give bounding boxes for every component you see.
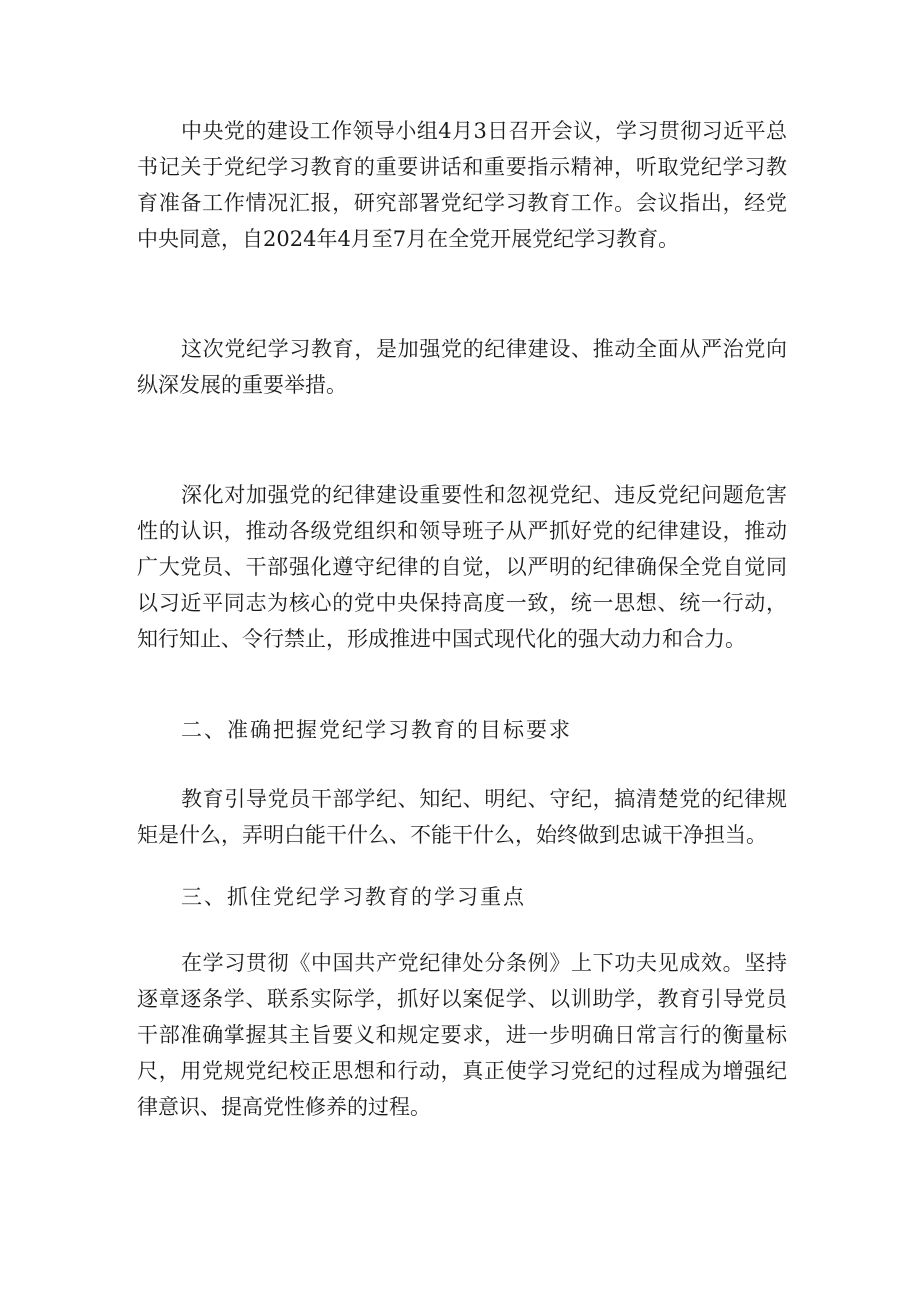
section-heading-goals: 二、准确把握党纪学习教育的目标要求	[181, 718, 572, 742]
paragraph-meeting: 中央党的建设工作领导小组4月3日召开会议，学习贯彻习近平总书记关于党纪学习教育的重要讲话和重要指示精神，听取党纪学习教育准备工作情况汇报，研究部署党纪学习教育工作。会议指出，经党中央同意，自2024年4月至7月在全党开展党纪学习教育。	[137, 119, 787, 251]
paragraph-significance: 这次党纪学习教育，是加强党的纪律建设、推动全面从严治党向纵深发展的重要举措。	[137, 337, 787, 397]
paragraph-focus: 在学习贯彻《中国共产党纪律处分条例》上下功夫见成效。坚持逐章逐条学、联系实际学，抓好以案促学、以训助学，教育引导党员干部准确掌握其主旨要义和规定要求，进一步明确日常言行的衡量标尺，用党规党纪校正思想和行动，真正使学习党纪的过程成为增强纪律意识、提高党性修养的过程。	[137, 951, 787, 1119]
section-heading-focus: 三、抓住党纪学习教育的学习重点	[181, 885, 526, 909]
paragraph-goals: 教育引导党员干部学纪、知纪、明纪、守纪，搞清楚党的纪律规矩是什么，弄明白能干什么、不能干什么，始终做到忠诚干净担当。	[137, 787, 787, 847]
paragraph-deepen-understanding: 深化对加强党的纪律建设重要性和忽视党纪、违反党纪问题危害性的认识，推动各级党组织和领导班子从严抓好党的纪律建设，推动广大党员、干部强化遵守纪律的自觉，以严明的纪律确保全党自觉同以习近平同志为核心的党中央保持高度一致，统一思想、统一行动，知行知止、令行禁止，形成推进中国式现代化的强大动力和合力。	[137, 483, 787, 651]
